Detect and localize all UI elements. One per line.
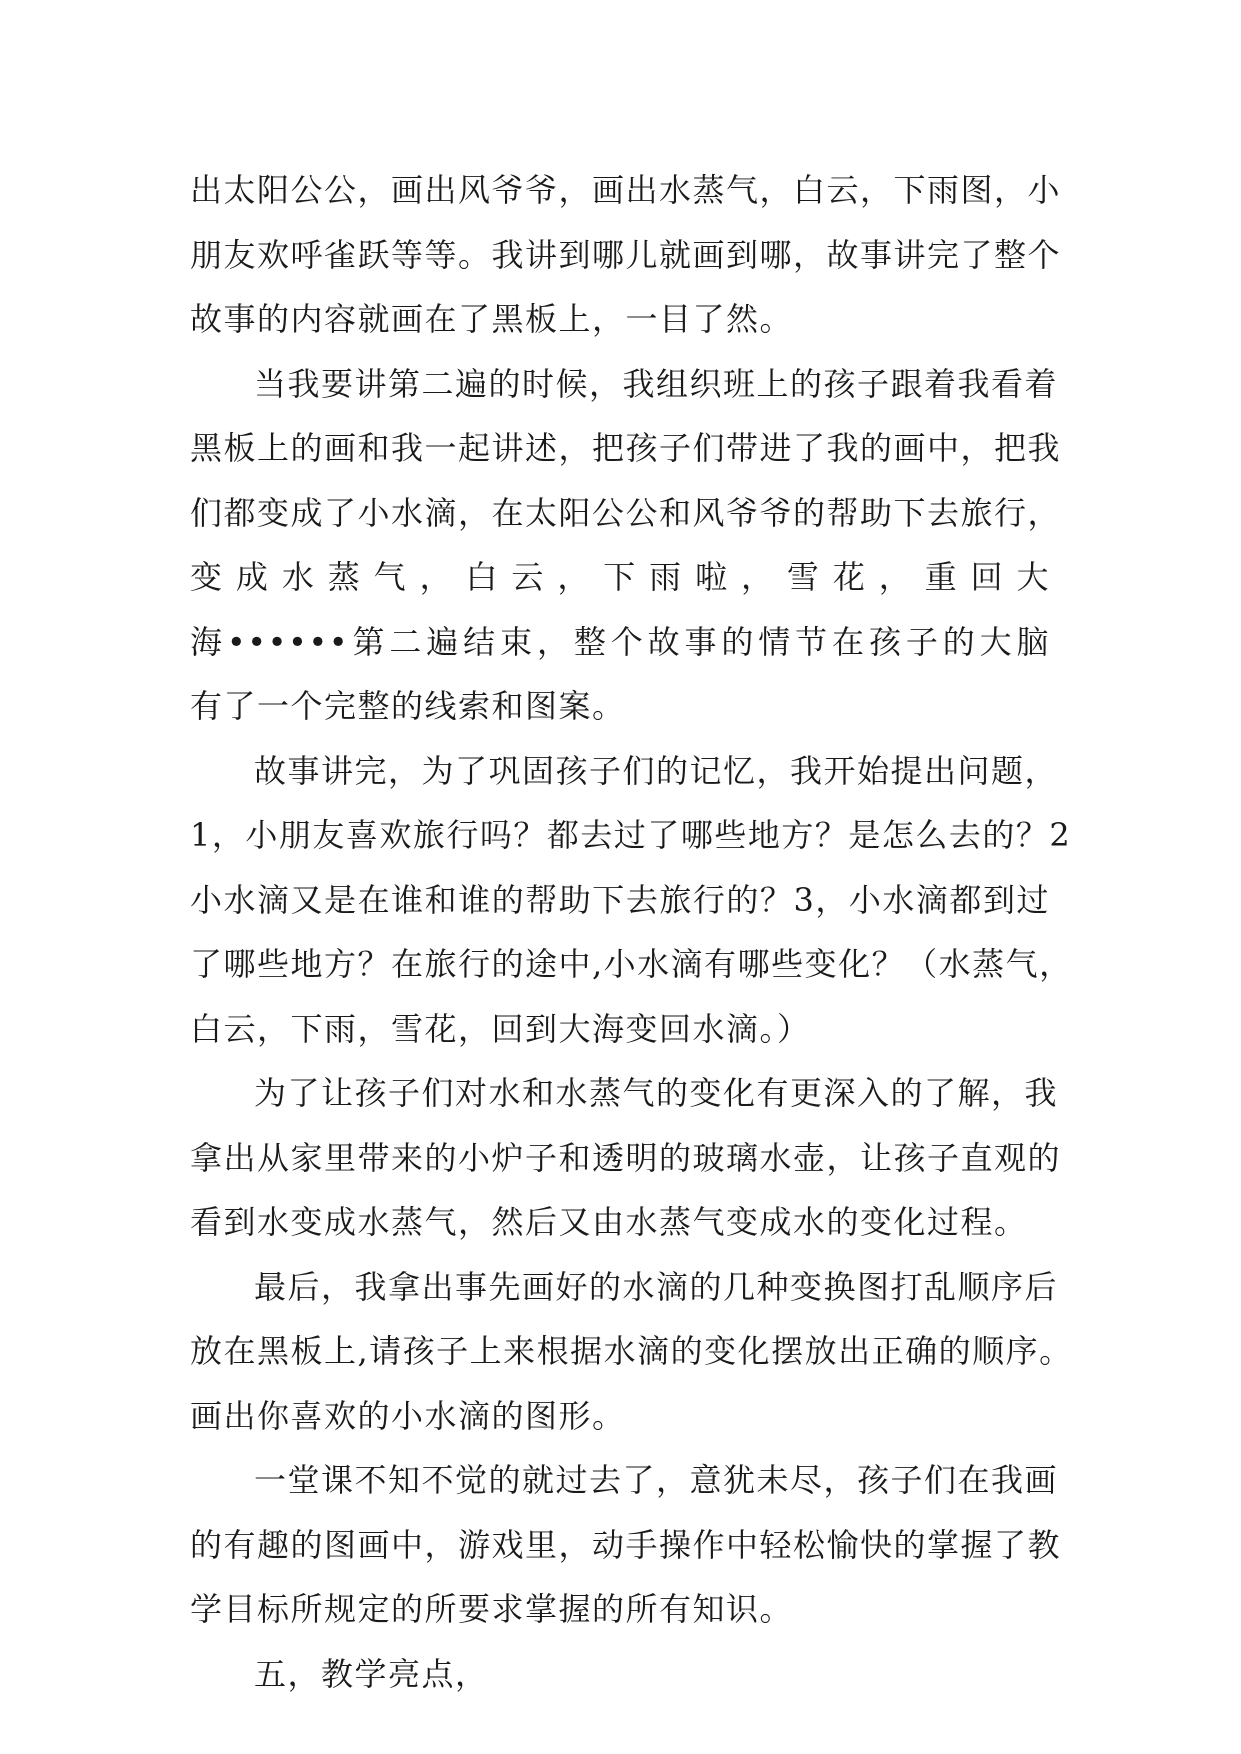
text-line: 黑板上的画和我一起讲述，把孩子们带进了我的画中，把我: [190, 429, 1062, 467]
text-line: 看到水变成水蒸气，然后又由水蒸气变成水的变化过程。: [190, 1203, 1028, 1241]
text-line: 的有趣的图画中，游戏里，动手操作中轻松愉快的掌握了教: [190, 1525, 1062, 1564]
text-line: 出太阳公公，画出风爷爷，画出水蒸气，白云，下雨图，小: [190, 171, 1062, 209]
text-line: 变成水蒸气，白云，下雨啦，雪花，重回大: [190, 558, 1050, 596]
text-line: 1，小朋友喜欢旅行吗？都去过了哪些地方？是怎么去的？2: [190, 816, 1072, 854]
text-line: 拿出从家里带来的小炉子和透明的玻璃水壶，让孩子直观的: [190, 1138, 1062, 1177]
text-line: 一堂课不知不觉的就过去了，意犹未尽，孩子们在我画: [254, 1461, 1059, 1499]
text-line: 故事的内容就画在了黑板上，一目了然。: [190, 300, 794, 338]
text-line: 最后，我拿出事先画好的水滴的几种变换图打乱顺序后: [254, 1267, 1059, 1306]
text-line: 为了让孩子们对水和水蒸气的变化有更深入的了解，我: [254, 1074, 1059, 1112]
text-line: 小水滴又是在谁和谁的帮助下去旅行的？3，小水滴都到过: [190, 880, 1050, 919]
text-line: 白云，下雨，雪花，回到大海变回水滴。）: [190, 1009, 811, 1048]
text-line: 当我要讲第二遍的时候，我组织班上的孩子跟着我看着: [254, 364, 1059, 403]
text-line: 故事讲完，为了巩固孩子们的记忆，我开始提出问题，: [254, 751, 1059, 790]
text-line: 们都变成了小水滴，在太阳公公和风爷爷的帮助下去旅行，: [190, 493, 1062, 532]
text-line: 了哪些地方？在旅行的途中,小水滴有哪些变化？（水蒸气，: [190, 945, 1073, 983]
text-line: 五，教学亮点，: [254, 1654, 489, 1693]
text-line: 学目标所规定的所要求掌握的所有知识。: [190, 1590, 794, 1628]
text-line: 朋友欢呼雀跃等等。我讲到哪儿就画到哪，故事讲完了整个: [190, 235, 1062, 274]
text-line: 放在黑板上,请孩子上来根据水滴的变化摆放出正确的顺序。: [190, 1332, 1073, 1370]
text-line: 海••••••第二遍结束，整个故事的情节在孩子的大脑: [190, 622, 1050, 661]
text-line: 画出你喜欢的小水滴的图形。: [190, 1396, 626, 1435]
body-text: [190, 158, 1073, 1706]
text-line: 有了一个完整的线索和图案。: [190, 687, 626, 725]
